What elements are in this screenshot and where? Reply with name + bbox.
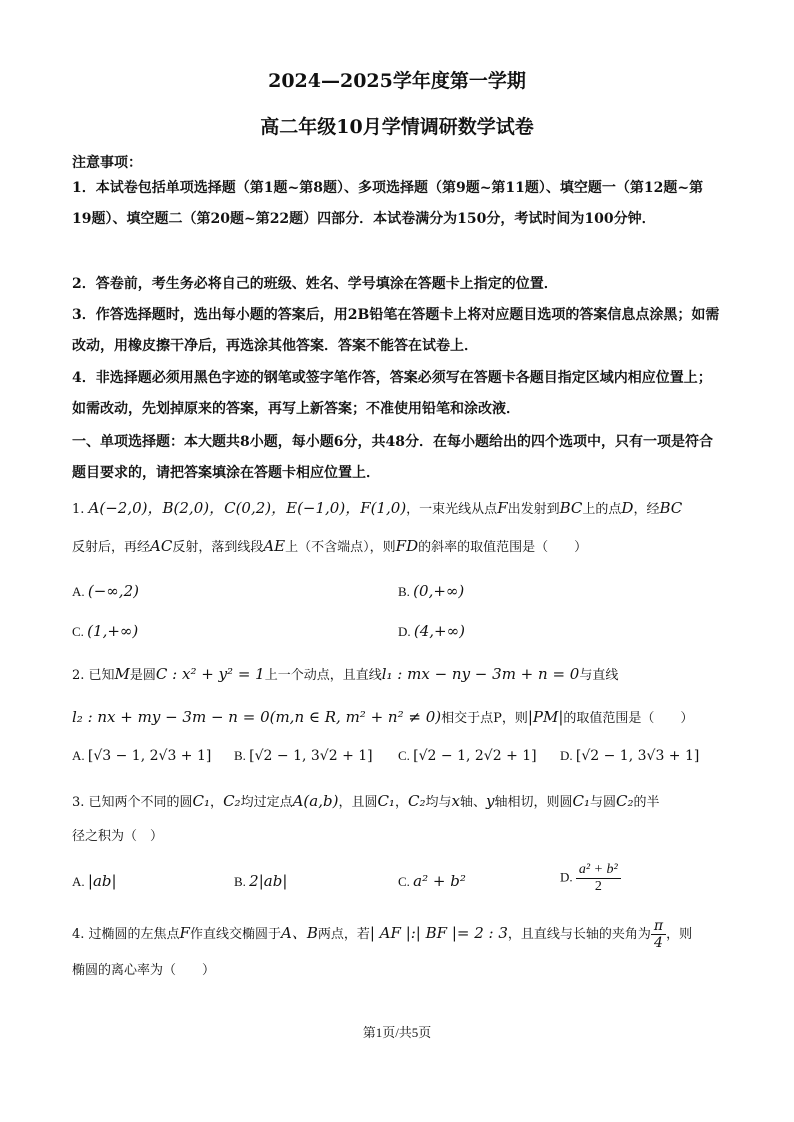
notes-heading: 注意事项：	[72, 155, 142, 171]
question-number: 1.	[72, 502, 85, 517]
math-var: C₁	[572, 792, 590, 810]
section-heading-single-choice: 一、单项选择题：本大题共8小题，每小题6分，共48分．在每小题给出的四个选项中，只有一项是符合题目要求的，请把答案填涂在答题卡相应位置上．	[72, 434, 713, 481]
math-var: AE	[263, 537, 286, 555]
text: ，经	[633, 502, 660, 517]
text: 反射后，再经	[72, 540, 151, 555]
math-var: M	[114, 665, 130, 683]
text: 2. 已知	[72, 668, 115, 683]
math-var: C₁	[377, 792, 395, 810]
option-label: C.	[398, 874, 410, 889]
question-3-option-d	[560, 862, 621, 895]
math-var: y	[485, 792, 495, 810]
option-label: C.	[398, 748, 410, 763]
option-value: [√2 − 1, 3√3 + 1]	[575, 748, 700, 764]
text: 均过定点	[240, 795, 293, 810]
math-expr: |PM|	[527, 708, 564, 726]
text: 4. 过椭圆的左焦点	[72, 927, 180, 942]
text: ，	[394, 795, 408, 810]
text: 轴相切，则圆	[494, 795, 573, 810]
text: 3. 已知两个不同的圆	[72, 795, 193, 810]
question-2-option-b	[234, 748, 373, 764]
math-var: C₂	[615, 792, 634, 810]
fraction-numerator: π	[651, 918, 666, 935]
question-1-option-d	[398, 622, 465, 640]
text: 径之积为（ ）	[72, 829, 164, 844]
text: 反射，落到线段	[172, 540, 264, 555]
text: 出发射到	[507, 502, 560, 517]
question-1-line-2	[72, 532, 732, 562]
math-expr: A(a,b)	[292, 792, 339, 810]
math-var: F	[497, 499, 508, 517]
question-2-line-1	[72, 660, 732, 690]
exam-title-name: 高二年级10月学情调研数学试卷	[260, 116, 534, 138]
math-expr: l₂ : nx + my − 3m − n = 0(m,n ∈ R, m² + n² ≠ 0)	[72, 708, 442, 726]
math-expr: l₁ : mx − ny − 3m + n = 0	[381, 665, 580, 683]
text: 的半	[633, 795, 660, 810]
text: 上（不含端点），则	[285, 540, 396, 555]
option-label: A.	[72, 748, 85, 763]
fraction-denominator: 2	[594, 879, 602, 894]
question-4-line-1	[72, 918, 732, 951]
math-var: C₂	[223, 792, 241, 810]
option-label: D.	[398, 624, 411, 639]
question-4-line-2	[72, 957, 732, 985]
math-expr: | AF |:| BF |= 2 : 3	[369, 924, 508, 942]
option-value: (1,+∞)	[87, 622, 139, 640]
text: 作直线交椭圆于	[189, 927, 281, 942]
text: 轴、	[459, 795, 486, 810]
question-3-line-1	[72, 787, 732, 817]
question-2-line-2	[72, 703, 732, 733]
option-value: [√2 − 1, 2√2 + 1]	[413, 748, 537, 764]
text: 椭圆的离心率为（ ）	[72, 963, 216, 978]
option-value: (0,+∞)	[413, 582, 465, 600]
option-label: B.	[234, 874, 246, 889]
question-2-option-a	[72, 748, 211, 764]
math-var: F	[179, 924, 190, 942]
text: ，一束光线从点	[406, 502, 498, 517]
question-3-option-c	[398, 872, 466, 890]
question-2-option-c	[398, 748, 537, 764]
text: 是圆	[129, 668, 156, 683]
fraction-denominator: 4	[654, 935, 663, 951]
text: 的斜率的取值范围是（ ）	[418, 540, 588, 555]
question-1-option-c	[72, 622, 138, 640]
question-1-line-1	[72, 494, 732, 524]
text: 与圆	[589, 795, 616, 810]
text: ，则	[666, 927, 693, 942]
page-footer: 第1页/共5页	[362, 1025, 432, 1040]
question-1-option-a	[72, 582, 139, 600]
math-expr: C : x² + y² = 1	[155, 665, 265, 683]
math-var: x	[451, 792, 460, 810]
question-1-points: A(−2,0)，B(2,0)，C(0,2)，E(−1,0)，F(1,0)	[88, 499, 407, 517]
fraction	[576, 862, 621, 895]
math-var: C₁	[192, 792, 211, 810]
exam-title-year: 2024—2025学年度第一学期	[268, 70, 526, 92]
text: ，且圆	[338, 795, 378, 810]
option-value: [√3 − 1, 2√3 + 1]	[87, 748, 212, 764]
question-1-option-b	[398, 582, 464, 600]
text: 均与	[425, 795, 452, 810]
fraction-numerator: a² + b²	[576, 862, 621, 879]
text: 两点，若	[317, 927, 370, 942]
option-label: B.	[398, 584, 410, 599]
math-var: BC	[659, 499, 683, 517]
option-value: (4,+∞)	[413, 622, 465, 640]
option-value: |ab|	[87, 872, 117, 890]
question-3-option-b	[234, 872, 287, 890]
text: 的取值范围是（ ）	[563, 711, 694, 726]
option-label: D.	[560, 748, 573, 763]
text: ，且直线与长轴的夹角为	[507, 927, 651, 942]
text: 相交于点P，则	[441, 711, 528, 726]
option-value: [√2 − 1, 3√2 + 1]	[249, 748, 373, 764]
option-label: C.	[72, 624, 84, 639]
option-value: (−∞,2)	[87, 582, 139, 600]
text: 上的点	[582, 502, 622, 517]
math-var: FD	[395, 537, 419, 555]
note-item-4: 4．非选择题必须用黑色字迹的钢笔或签字笔作答，答案必须写在答题卡各题目指定区域内相应位置上；如需改动，先划掉原来的答案，再写上新答案；不准使用铅笔和涂改液．	[72, 370, 712, 417]
angle-fraction	[651, 918, 666, 951]
note-item-2: 2．答卷前，考生务必将自己的班级、姓名、学号填涂在答题卡上指定的位置．	[72, 276, 558, 292]
math-var: D	[621, 499, 634, 517]
text: 与直线	[579, 668, 619, 683]
question-2-option-d	[560, 748, 699, 764]
option-label: A.	[72, 874, 85, 889]
note-item-3: 3．作答选择题时，选出每小题的答案后，用2B铅笔在答题卡上将对应题目选项的答案信息点涂黑；如需改动，用橡皮擦干净后，再选涂其他答案．答案不能答在试卷上．	[72, 307, 720, 354]
note-item-1: 1．本试卷包括单项选择题（第1题~第8题）、多项选择题（第9题~第11题）、填空题一（第12题~第19题）、填空题二（第20题~第22题）四部分．本试卷满分为150分，考试时间为100分钟．	[72, 180, 704, 227]
question-3-line-2	[72, 823, 732, 851]
math-expr: A、B	[280, 924, 318, 942]
question-3-option-a	[72, 872, 117, 890]
math-var: BC	[559, 499, 583, 517]
option-label: D.	[560, 869, 573, 885]
option-label: A.	[72, 584, 85, 599]
text: ，	[210, 795, 224, 810]
math-var: AC	[150, 537, 173, 555]
option-value: 2|ab|	[249, 872, 288, 890]
math-var: C₂	[407, 792, 426, 810]
option-value: a² + b²	[413, 872, 466, 890]
option-label: B.	[234, 748, 246, 763]
text: 上一个动点，且直线	[264, 668, 382, 683]
